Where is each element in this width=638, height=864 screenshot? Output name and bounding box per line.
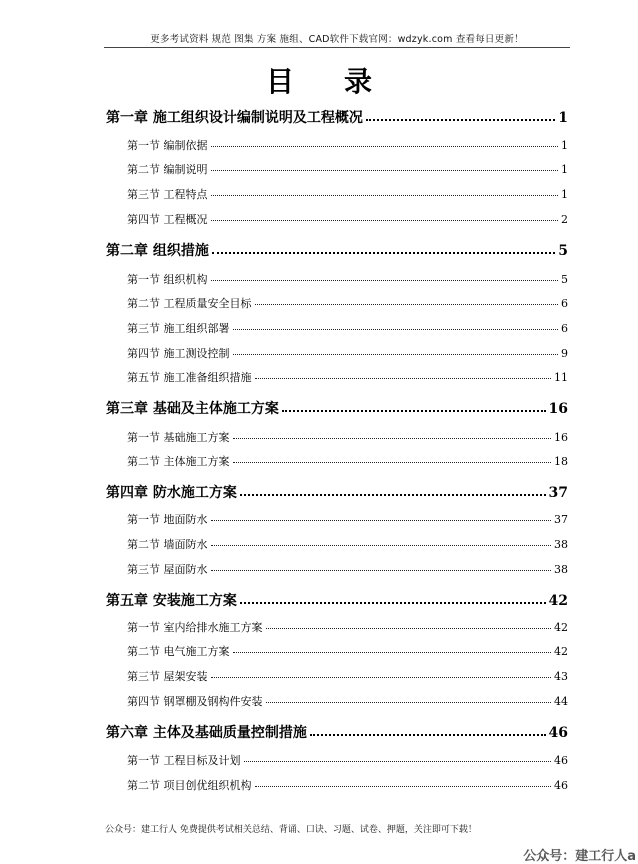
toc-page-number: 6 bbox=[561, 322, 568, 335]
toc-entry-label: 第四节 工程概况 bbox=[127, 213, 208, 226]
toc-page-number: 43 bbox=[554, 670, 568, 683]
toc-chapter-row[interactable] bbox=[106, 722, 568, 742]
toc-page-number: 46 bbox=[554, 754, 568, 767]
toc-section-row[interactable] bbox=[127, 345, 568, 361]
toc-dot-leader bbox=[211, 220, 559, 221]
toc-entry-label: 第二节 工程质量安全目标 bbox=[127, 297, 252, 310]
toc-entry-label: 第二节 电气施工方案 bbox=[127, 645, 230, 658]
toc-dot-leader bbox=[212, 252, 555, 254]
toc-chapter-row[interactable] bbox=[106, 240, 568, 260]
toc-page-number: 37 bbox=[554, 513, 568, 526]
toc-dot-leader bbox=[282, 410, 546, 412]
page-footer: 公众号：建工行人 免费提供考试相关总结、背诵、口诀、习题、试卷、押题，关注即可下载！ bbox=[105, 825, 477, 835]
toc-section-row[interactable] bbox=[127, 137, 568, 153]
toc-page-number: 42 bbox=[554, 621, 568, 634]
watermark-text: 公众号：建工行人a bbox=[523, 849, 636, 864]
toc-dot-leader bbox=[211, 195, 559, 196]
toc-section-row[interactable] bbox=[127, 429, 568, 445]
toc-dot-leader bbox=[233, 438, 552, 439]
toc-entry-label: 第三节 施工组织部署 bbox=[127, 322, 230, 335]
toc-page-number: 42 bbox=[554, 645, 568, 658]
toc-section-row[interactable] bbox=[127, 643, 568, 659]
toc-dot-leader bbox=[366, 119, 555, 121]
toc-section-row[interactable] bbox=[127, 453, 568, 469]
toc-page-number: 5 bbox=[558, 243, 568, 259]
toc-page-number: 11 bbox=[554, 371, 568, 384]
toc-dot-leader bbox=[266, 628, 552, 629]
toc-entry-label: 第二节 主体施工方案 bbox=[127, 455, 230, 468]
toc-section-row[interactable] bbox=[127, 668, 568, 684]
toc-chapter-row[interactable] bbox=[106, 482, 568, 502]
toc-dot-leader bbox=[211, 520, 552, 521]
toc-dot-leader bbox=[255, 304, 559, 305]
toc-dot-leader bbox=[211, 570, 552, 571]
toc-page-number: 1 bbox=[561, 163, 568, 176]
toc-dot-leader bbox=[211, 545, 552, 546]
toc-dot-leader bbox=[211, 280, 559, 281]
toc-page-number: 1 bbox=[561, 139, 568, 152]
toc-entry-label: 第二节 项目创优组织机构 bbox=[127, 779, 252, 792]
toc-dot-leader bbox=[255, 378, 552, 379]
toc-dot-leader bbox=[233, 462, 552, 463]
page-title: 目录 bbox=[265, 65, 422, 98]
toc-page-number: 2 bbox=[561, 213, 568, 226]
toc-chapter-row[interactable] bbox=[106, 398, 568, 418]
toc-page-number: 16 bbox=[548, 401, 568, 417]
toc-entry-label: 第一节 基础施工方案 bbox=[127, 431, 230, 444]
toc-section-row[interactable] bbox=[127, 369, 568, 385]
toc-section-row[interactable] bbox=[127, 295, 568, 311]
toc-entry-label: 第一节 编制依据 bbox=[127, 139, 208, 152]
toc-entry-label: 第三章 基础及主体施工方案 bbox=[106, 401, 279, 417]
toc-dot-leader bbox=[233, 652, 552, 653]
toc-dot-leader bbox=[244, 761, 552, 762]
toc-entry-label: 第二章 组织措施 bbox=[106, 243, 209, 259]
toc-section-row[interactable] bbox=[127, 619, 568, 635]
toc-entry-label: 第二节 墙面防水 bbox=[127, 538, 208, 551]
toc-page-number: 5 bbox=[561, 273, 568, 286]
toc-section-row[interactable] bbox=[127, 211, 568, 227]
toc-entry-label: 第五章 安装施工方案 bbox=[106, 593, 237, 609]
toc-entry-label: 第一节 室内给排水施工方案 bbox=[127, 621, 263, 634]
page-header: 更多考试资料 规范 图集 方案 施组、CAD软件下载官网：wdzyk.com 查看每日更新！ bbox=[150, 34, 524, 45]
toc-dot-leader bbox=[233, 329, 559, 330]
toc-entry-label: 第三节 屋面防水 bbox=[127, 563, 208, 576]
toc-page-number: 16 bbox=[554, 431, 568, 444]
toc-page-number: 9 bbox=[561, 347, 568, 360]
header-rule bbox=[104, 47, 570, 48]
toc-section-row[interactable] bbox=[127, 511, 568, 527]
toc-page-number: 38 bbox=[554, 563, 568, 576]
toc-section-row[interactable] bbox=[127, 271, 568, 287]
toc-entry-label: 第一章 施工组织设计编制说明及工程概况 bbox=[106, 110, 363, 126]
toc-entry-label: 第一节 地面防水 bbox=[127, 513, 208, 526]
toc-section-row[interactable] bbox=[127, 561, 568, 577]
toc-entry-label: 第六章 主体及基础质量控制措施 bbox=[106, 725, 307, 741]
toc-section-row[interactable] bbox=[127, 186, 568, 202]
toc-section-row[interactable] bbox=[127, 777, 568, 793]
toc-dot-leader bbox=[211, 677, 552, 678]
toc-section-row[interactable] bbox=[127, 693, 568, 709]
toc-page-number: 46 bbox=[554, 779, 568, 792]
toc-entry-label: 第一节 组织机构 bbox=[127, 273, 208, 286]
toc-dot-leader bbox=[211, 146, 559, 147]
toc-page-number: 1 bbox=[558, 110, 568, 126]
toc-section-row[interactable] bbox=[127, 752, 568, 768]
toc-entry-label: 第四节 施工测设控制 bbox=[127, 347, 230, 360]
toc-section-row[interactable] bbox=[127, 161, 568, 177]
toc-dot-leader bbox=[310, 734, 546, 736]
toc-page-number: 1 bbox=[561, 188, 568, 201]
toc-section-row[interactable] bbox=[127, 320, 568, 336]
toc-entry-label: 第四章 防水施工方案 bbox=[106, 485, 237, 501]
toc-page-number: 38 bbox=[554, 538, 568, 551]
toc-page-number: 44 bbox=[554, 695, 568, 708]
toc-page-number: 6 bbox=[561, 297, 568, 310]
toc-page-number: 42 bbox=[548, 593, 568, 609]
toc-section-row[interactable] bbox=[127, 536, 568, 552]
toc-dot-leader bbox=[266, 702, 552, 703]
toc-dot-leader bbox=[211, 170, 559, 171]
toc-entry-label: 第一节 工程目标及计划 bbox=[127, 754, 241, 767]
toc-page-number: 18 bbox=[554, 455, 568, 468]
toc-entry-label: 第三节 工程特点 bbox=[127, 188, 208, 201]
toc-dot-leader bbox=[255, 786, 552, 787]
toc-dot-leader bbox=[240, 602, 546, 604]
toc-entry-label: 第五节 施工准备组织措施 bbox=[127, 371, 252, 384]
toc-entry-label: 第三节 屋架安装 bbox=[127, 670, 208, 683]
toc-page-number: 46 bbox=[548, 725, 568, 741]
toc-page-number: 37 bbox=[548, 485, 568, 501]
toc-chapter-row[interactable] bbox=[106, 107, 568, 127]
toc-entry-label: 第四节 钢罩棚及钢构件安装 bbox=[127, 695, 263, 708]
toc-dot-leader bbox=[240, 494, 546, 496]
toc-entry-label: 第二节 编制说明 bbox=[127, 163, 208, 176]
toc-dot-leader bbox=[233, 354, 559, 355]
toc-chapter-row[interactable] bbox=[106, 590, 568, 610]
